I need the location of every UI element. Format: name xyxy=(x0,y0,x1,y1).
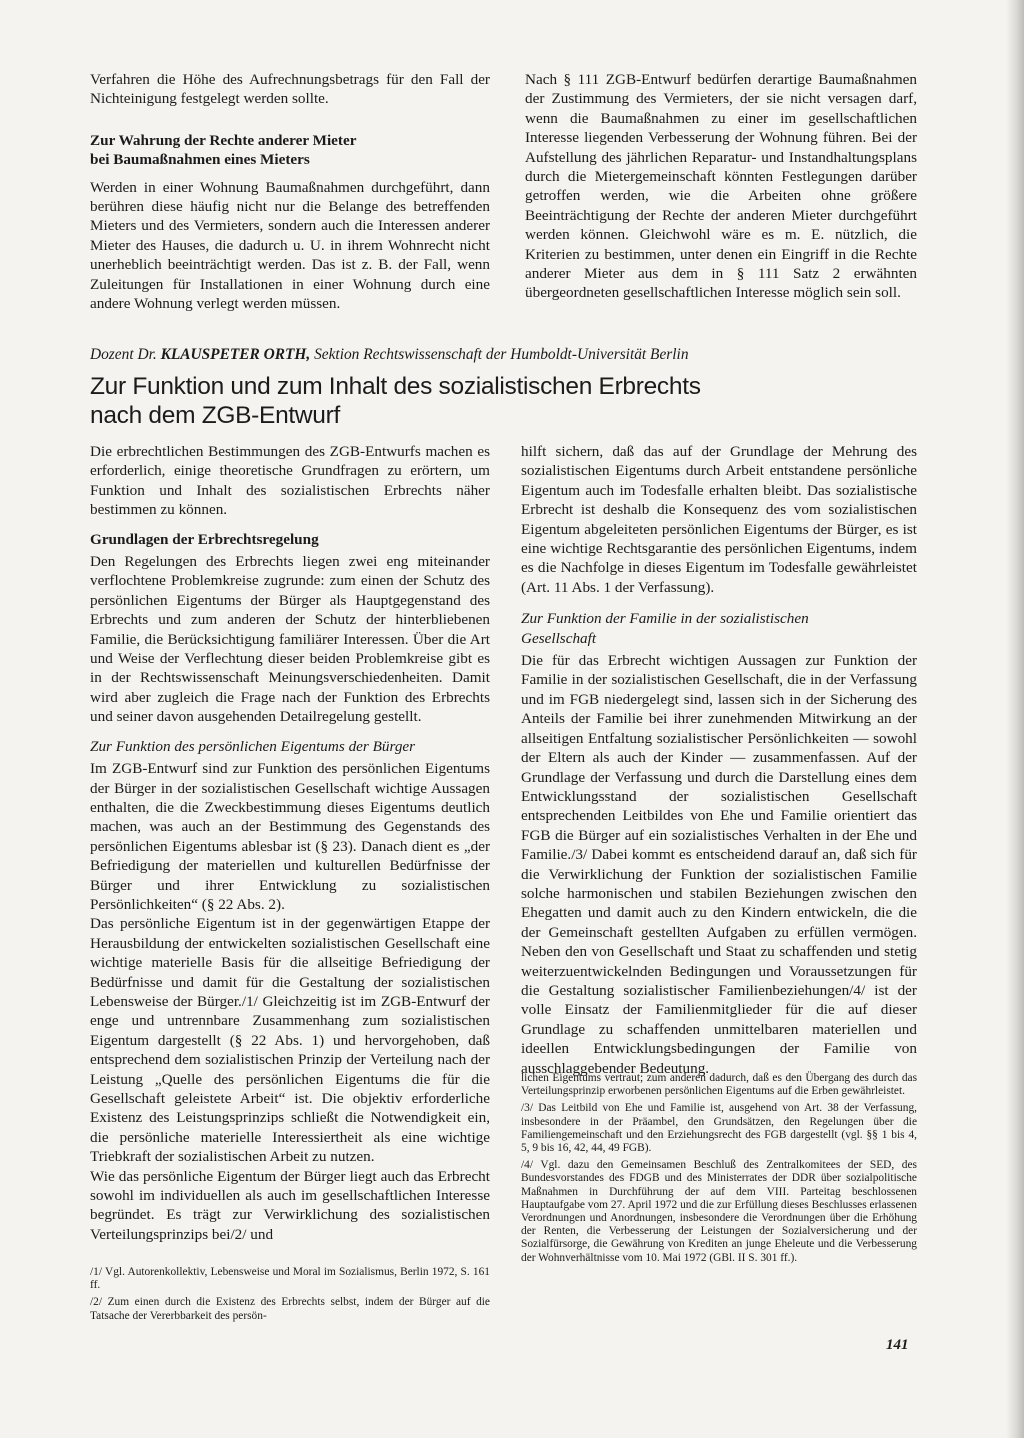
subsection-heading: Gesellschaft xyxy=(521,629,597,647)
paragraph: Die für das Erbrecht wichtigen Aussagen zur Funktion der Familie in der sozialistischen Gesellschaft, die in der Verfassung und im FGB niedergelegt sind, lassen sich in der Sicherung des Anteils der Familie bei ihrer zunehmenden Mitwirkung an der allseitigen Entfaltung sozialistischer Persönlichkeiten — sowohl der Eltern als auch der Kinder — zusammenfassen. Auf der Grundlage der Verfassung und durch die Darstellung eines dem Entwicklungsstand der sozialistischen Gesellschaft entsprechenden Leitbildes von Ehe und Familie orientiert das FGB die Bürger auf ein sozialistisches Verhalten in der Ehe und Familie./3/ Dabei kommt es entscheidend darauf an, daß sich für die Verwirklichung der Funktion der sozialistischen Familie solche harmonischen und stabilen Beziehungen zwischen den Ehegatten und damit auch zu den Kindern entwickeln, die die der Gemeinschaft gestellten Aufgaben zu erfüllen vermögen. Neben den von Gesellschaft und Staat zu schaffenden und stetig weiterzuentwickelnden Bedingungen und Voraussetzungen für die Gestaltung sozialistischer Familienbeziehungen/4/ ist der volle Einsatz der Familienmitglieder für die auf dieser Grundlage zu schaffenden unmittelbaren materiellen und ideellen Entwicklungsbedingungen der Familie von ausschlaggebender Bedeutung. xyxy=(521,652,917,1077)
article-title-line: Zur Funktion und zum Inhalt des sozialistischen Erbrechts xyxy=(90,373,701,400)
section-heading: bei Baumaßnahmen eines Mieters xyxy=(90,151,310,169)
subsection-heading: Zur Funktion der Familie in der sozialistischen xyxy=(521,610,809,628)
article-title xyxy=(90,372,810,430)
paragraph: Den Regelungen des Erbrechts liegen zwei eng miteinander verflochtene Problemkreise zugrunde: zum einen der Schutz des persönlichen Eigentums der Bürger als Hauptgegenstand des Erbrechts und zum anderen der Schutz der hinterbliebenen Familie, die Berücksichtigung familiärer Interessen. Über die Art und Weise der Verflechtung dieser beiden Problemkreise gibt es in der Rechtswissenschaft Meinungsverschiedenheiten. Damit wird aber zugleich die Frage nach der Funktion des Erbrechts und seiner davon ausgehenden Detailregelung gestellt. xyxy=(90,553,490,726)
author-line xyxy=(90,345,990,365)
paragraph: hilft sichern, daß das auf der Grundlage der Mehrung des sozialistischen Eigentums durch Arbeit entstandene persönliche Eigentum auch im Todesfalle erhalten bleibt. Das sozialistische Erbrecht ist deshalb die Konsequenz des vom sozialistischen Eigentum abgeleiteten persönlichen Eigentums der Bürger, es ist eine wichtige Rechtsgarantie des persönlichen Eigentums, indem es die Nachfolge in dieses Eigentum im Todesfalle gewährleistet (Art. 11 Abs. 1 der Verfassung). xyxy=(521,443,917,596)
author-affiliation: Sektion Rechtswissenschaft der Humboldt-Universität Berlin xyxy=(314,346,689,363)
page-number: 141 xyxy=(886,1337,909,1353)
author-prefix: Dozent Dr. xyxy=(90,346,157,363)
subsection-heading: Zur Funktion des persönlichen Eigentums der Bürger xyxy=(90,737,416,755)
paragraph: Werden in einer Wohnung Baumaßnahmen durchgeführt, dann berühren diese häufig nicht nur die Belange des betreffenden Mieters und des Vermieters, sondern auch die Interessen anderer Mieter des Hauses, die dadurch u. U. in ihrem Wohnrecht nicht unerheblich beeinträchtigt werden. Das ist z. B. der Fall, wenn Zuleitungen für Installationen in einer Wohnung durch eine andere Wohnung verlegt werden müssen. xyxy=(90,178,490,313)
footnote: lichen Eigentums vertraut; zum anderen dadurch, daß es den Übergang des durch das Verteilungsprinzip erworbenen persönlichen Eigentums auf die Erben gewährleistet. xyxy=(521,1072,917,1098)
section-heading: Grundlagen der Erbrechtsregelung xyxy=(90,530,319,548)
paragraph: Verfahren die Höhe des Aufrechnungsbetrags für den Fall der Nichteinigung festgelegt werden sollte. xyxy=(90,71,490,108)
paragraph: Nach § 111 ZGB-Entwurf bedürfen derartige Baumaßnahmen der Zustimmung des Vermieters, der sie nicht versagen darf, wenn die Baumaßnahmen zu einer im gesellschaftlichen Interesse liegenden Verbesserung der Wohnung führen. Bei der Aufstellung des jährlichen Reparatur- und Instandhaltungsplans durch die Mietergemeinschaft könnten Festlegungen darüber getroffen werden, wie die Arbeiten ohne größere Beeinträchtigung der Rechte der anderen Mieter durchgeführt werden können. Gleichwohl wäre es m. E. nützlich, die Kriterien zu bestimmen, unter denen ein Eingriff in die Rechte anderer Mieter aus dem in § 111 Satz 2 erwähnten übergeordneten gesellschaftlichen Interesse möglich sein soll. xyxy=(525,71,917,302)
paragraph: Im ZGB-Entwurf sind zur Funktion des persönlichen Eigentums der Bürger in der sozialistischen Gesellschaft wichtige Aussagen enthalten, die die Zweckbestimmung dieses Eigentums deutlich machen, was auch an der Bestimmung des Gegenstands des persönlichen Eigentums ablesbar ist (§ 23). Danach dient es „der Befriedigung der materiellen und kulturellen Bedürfnisse der Bürger und ihrer Entwicklung zu sozialistischen Persönlichkeiten“ (§ 22 Abs. 2). xyxy=(90,760,490,913)
article-right-column xyxy=(521,442,917,1078)
footnote: /1/ Vgl. Autorenkollektiv, Lebensweise und Moral im Sozialismus, Berlin 1972, S. 161 ff. xyxy=(90,1266,490,1292)
footnote: /4/ Vgl. dazu den Gemeinsamen Beschluß des Zentralkomitees der SED, des Bundesvorstandes des FDGB und des Ministerrates der DDR über sozialpolitische Maßnahmen in Durchführung der auf dem VIII. Parteitag beschlossenen Hauptaufgabe vom 27. April 1972 und die zur Erfüllung dieses Beschlusses erlassenen Verordnungen und Anordnungen, insbesondere die Verordnungen über die Erhöhung der Renten, die Verbesserung der Leistungen der Sozialversicherung und der Sozialfürsorge, die Gewährung von Krediten an junge Eheleute und die Verbesserung der Wohnverhältnisse vom 10. Mai 1972 (GBl. II S. 301 ff.). xyxy=(521,1159,917,1264)
footnote: /2/ Zum einen durch die Existenz des Erbrechts selbst, indem der Bürger auf die Tatsache der Vererbbarkeit des persön- xyxy=(90,1296,490,1322)
page-edge-shadow xyxy=(1006,0,1024,1438)
footnote: /3/ Das Leitbild von Ehe und Familie ist, ausgehend von Art. 38 der Verfassung, insbesondere in der Präambel, den Grundsätzen, den Regelungen über die Familiengemeinschaft und den Erziehungsrecht des FGB dargestellt (vgl. §§ 1 bis 4, 5, 9 bis 16, 42, 44, 49 FGB). xyxy=(521,1102,917,1155)
top-left-column xyxy=(90,70,490,313)
top-right-column xyxy=(525,70,917,303)
footnotes-right xyxy=(521,1072,917,1265)
article-left-column xyxy=(90,442,490,1244)
footnotes-left xyxy=(90,1266,490,1323)
paragraph: Die erbrechtlichen Bestimmungen des ZGB-Entwurfs machen es erforderlich, einige theoretische Grundfragen zu erörtern, um Funktion und Inhalt des sozialistischen Erbrechts näher bestimmen zu können. xyxy=(90,443,490,519)
author-name: KLAUSPETER ORTH, xyxy=(160,346,311,363)
paragraph: Das persönliche Eigentum ist in der gegenwärtigen Etappe der Herausbildung der entwickelten sozialistischen Gesellschaft eine wichtige materielle Basis für die allseitige Befriedigung der Bedürfnisse und damit für die Gestaltung der sozialistischen Lebensweise der Bürger./1/ Gleichzeitig ist im ZGB-Entwurf der enge und untrennbare Zusammenhang zum sozialistischen Eigentum dargestellt (§ 22 Abs. 1) und hervorgehoben, daß entsprechend dem sozialistischen Prinzip der Verteilung nach der Leistung „Quelle des persönlichen Eigentums die für die Gesellschaft geleistete Arbeit“ ist. Die objektiv erforderliche Existenz des Leistungsprinzips schließt die Notwendigkeit ein, die persönliche materielle Interessiertheit als eine wichtige Triebkraft der sozialistischen Arbeit zu nutzen. xyxy=(90,915,490,1166)
paragraph: Wie das persönliche Eigentum der Bürger liegt auch das Erbrecht sowohl im individuellen als auch im gesellschaftlichen Interesse begründet. Es trägt zur Verwirklichung des sozialistischen Verteilungsprinzips bei/2/ und xyxy=(90,1167,490,1243)
section-heading: Zur Wahrung der Rechte anderer Mieter xyxy=(90,131,357,149)
article-title-line: nach dem ZGB-Entwurf xyxy=(90,402,340,429)
